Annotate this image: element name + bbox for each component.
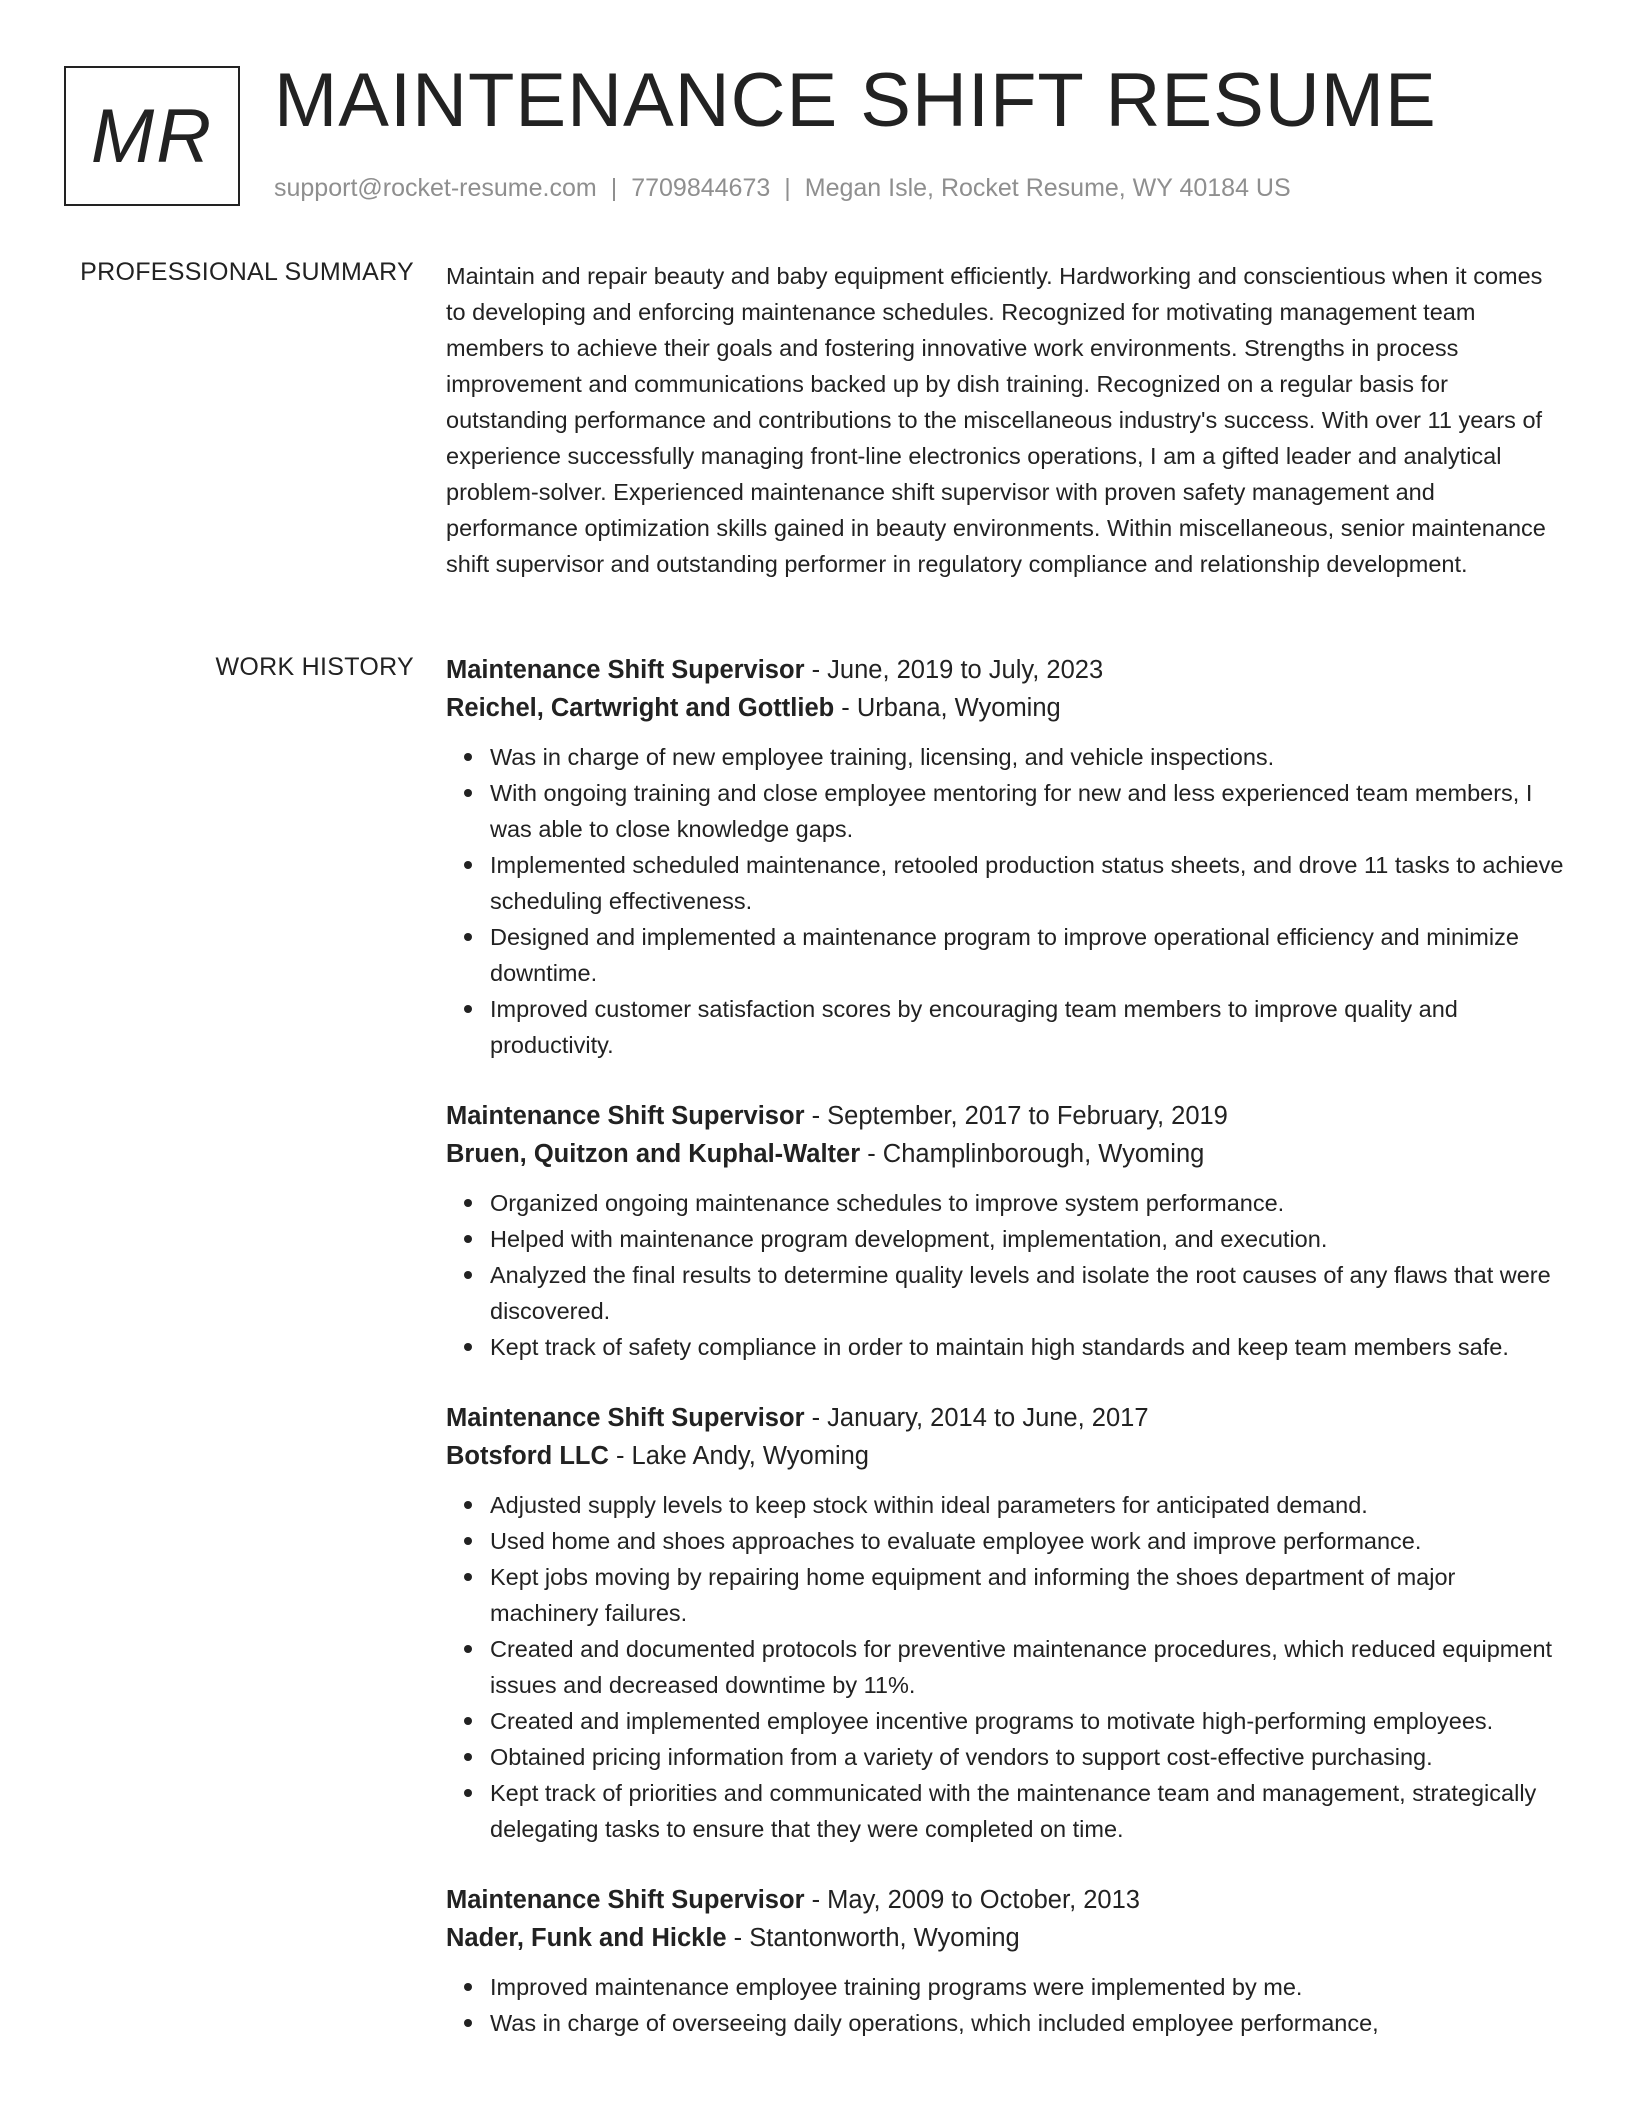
job-bullet-list [446,1487,1566,1847]
job-entry [446,1881,1566,2041]
job-dates: - September, 2017 to February, 2019 [804,1102,1228,1130]
job-bullet: Organized ongoing maintenance schedules to improve system performance. [490,1185,1566,1221]
job-bullet: Helped with maintenance program development, implementation, and execution. [490,1221,1566,1257]
job-bullet: Was in charge of new employee training, licensing, and vehicle inspections. [490,739,1566,775]
job-dates: - January, 2014 to June, 2017 [804,1404,1149,1432]
job-bullet: Obtained pricing information from a variety of vendors to support cost-effective purchasing. [490,1739,1566,1775]
job-title-line [446,1097,1566,1135]
job-bullet: Designed and implemented a maintenance program to improve operational efficiency and minimize downtime. [490,919,1566,991]
job-company-line [446,1135,1566,1173]
job-entry [446,651,1566,1063]
section-label-work-history: WORK HISTORY [215,653,414,681]
job-title: Maintenance Shift Supervisor [446,1102,805,1130]
job-bullet: Implemented scheduled maintenance, retooled production status sheets, and drove 11 tasks to achieve scheduling effectiveness. [490,847,1566,919]
job-bullet: Kept track of safety compliance in order to maintain high standards and keep team members safe. [490,1329,1566,1365]
job-bullet: Created and implemented employee incentive programs to motivate high-performing employees. [490,1703,1566,1739]
section-label-summary: PROFESSIONAL SUMMARY [80,258,414,286]
contact-separator: | [610,174,618,202]
monogram-logo: MR [64,66,240,206]
job-company: Bruen, Quitzon and Kuphal-Walter [446,1140,861,1168]
summary-text: Maintain and repair beauty and baby equipment efficiently. Hardworking and conscientious when it comes to developing and enforcing maintenance schedules. Recognized for motivating management team members to achieve their goals and fostering innovative work environments. Strengths in process improvement and communications backed up by dish training. Recognized on a regular basis for outstanding performance and contributions to the miscellaneous industry's success. With over 11 years of experience successfully managing front-line electronics operations, I am a gifted leader and analytical problem-solver. Experienced maintenance shift supervisor with proven safety management and performance optimization skills gained in beauty environments. Within miscellaneous, senior maintenance shift supervisor and outstanding performer in regulatory compliance and relationship development. [446,263,1546,577]
job-bullet: Analyzed the final results to determine quality levels and isolate the root causes of any flaws that were discovered. [490,1257,1566,1329]
job-title-line [446,1399,1566,1437]
job-bullet: With ongoing training and close employee mentoring for new and less experienced team members, I was able to close knowledge gaps. [490,775,1566,847]
job-title: Maintenance Shift Supervisor [446,1886,805,1914]
contact-separator: | [784,174,791,202]
job-title: Maintenance Shift Supervisor [446,1404,805,1432]
job-bullet: Kept track of priorities and communicated with the maintenance team and management, strategically delegating tasks to ensure that they were completed on time. [490,1775,1566,1847]
job-company: Botsford LLC [446,1442,609,1470]
job-company: Reichel, Cartwright and Gottlieb [446,694,835,722]
job-bullet: Improved customer satisfaction scores by encouraging team members to improve quality and productivity. [490,991,1566,1063]
job-bullet-list [446,1969,1566,2041]
job-dates: - May, 2009 to October, 2013 [804,1886,1140,1914]
jobs-list [446,651,1566,2075]
contact-line [274,174,1291,203]
job-title-line [446,1881,1566,1919]
job-location: - Lake Andy, Wyoming [608,1442,869,1470]
job-company-line [446,1919,1566,1957]
job-bullet: Kept jobs moving by repairing home equipment and informing the shoes department of major machinery failures. [490,1559,1566,1631]
job-bullet: Adjusted supply levels to keep stock within ideal parameters for anticipated demand. [490,1487,1566,1523]
job-location: - Urbana, Wyoming [834,694,1061,722]
job-dates: - June, 2019 to July, 2023 [804,656,1104,684]
job-entry [446,1399,1566,1847]
job-bullet: Improved maintenance employee training programs were implemented by me. [490,1969,1566,2005]
job-company-line [446,1437,1566,1475]
contact-email: support@rocket-resume.com [274,174,597,202]
job-location: - Stantonworth, Wyoming [726,1924,1020,1952]
job-company: Nader, Funk and Hickle [446,1924,727,1952]
resume-title: MAINTENANCE SHIFT RESUME [274,58,1437,143]
job-entry [446,1097,1566,1365]
job-bullet: Created and documented protocols for preventive maintenance procedures, which reduced equipment issues and decreased downtime by 11%. [490,1631,1566,1703]
contact-address: Megan Isle, Rocket Resume, WY 40184 US [804,174,1291,202]
job-bullet-list [446,1185,1566,1365]
job-title-line [446,651,1566,689]
job-bullet-list [446,739,1566,1063]
job-title: Maintenance Shift Supervisor [446,656,805,684]
job-bullet: Used home and shoes approaches to evaluate employee work and improve performance. [490,1523,1566,1559]
job-location: - Champlinborough, Wyoming [860,1140,1205,1168]
contact-phone: 7709844673 [631,174,771,202]
job-company-line [446,689,1566,727]
job-bullet: Was in charge of overseeing daily operations, which included employee performance, [490,2005,1566,2041]
